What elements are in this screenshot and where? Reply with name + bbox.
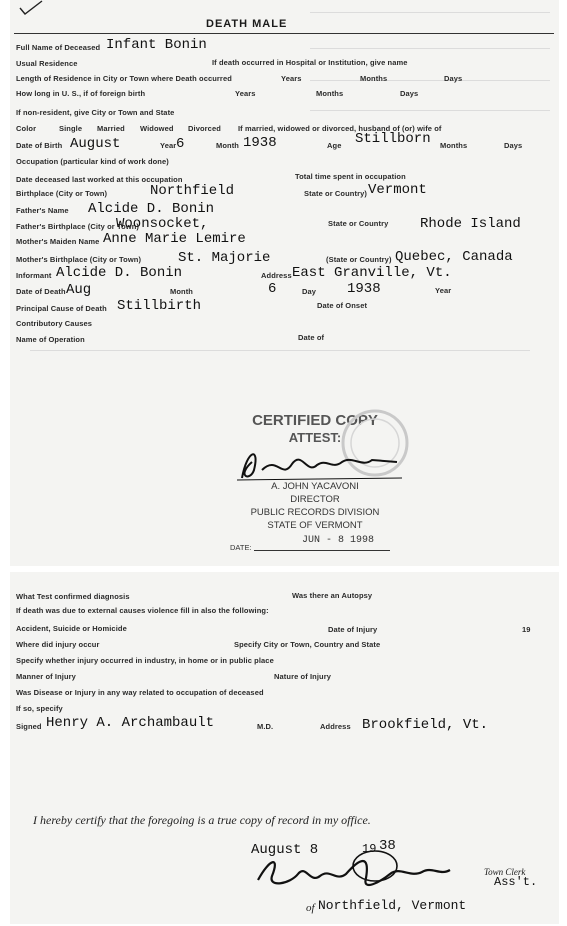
years-label-2: Years [235, 89, 256, 98]
cert-year-suffix: 38 [379, 838, 396, 854]
disease-related-label: Was Disease or Injury in any way related to occupation of deceased [16, 688, 264, 697]
dob-year: 1938 [243, 135, 277, 151]
year-label: Year [160, 141, 177, 150]
form-title: DEATH MALE [206, 18, 288, 30]
spouse-label: If married, widowed or divorced, husband of (or) wife of [238, 124, 442, 133]
specify-industry-label: Specify whether injury occurred in industry, in home or in public place [16, 656, 274, 665]
cert-year-prefix: 19 [362, 842, 377, 856]
state-country-paren-label: (State or Country) [326, 255, 392, 264]
of-label: of [306, 902, 315, 914]
father-state-value: Rhode Island [420, 216, 521, 232]
mother-birthplace-value: St. Majorie [178, 250, 271, 266]
where-injury-label: Where did injury occur [16, 640, 100, 649]
stamp-date-line [254, 550, 390, 551]
age-label: Age [327, 141, 342, 150]
mother-maiden-label: Mother's Maiden Name [16, 237, 100, 246]
father-name-value: Alcide D. Bonin [88, 201, 215, 217]
age-months-label: Months [440, 141, 468, 150]
physician-name: Henry A. Archambault [46, 715, 215, 731]
length-residence-label: Length of Residence in City or Town where Death occurred [16, 74, 232, 83]
married-label: Married [97, 124, 125, 133]
death-record-bottom [10, 572, 559, 924]
age-value: Stillborn [355, 131, 431, 147]
birthplace-value: Northfield [150, 183, 235, 199]
specify-city-label: Specify City or Town, Country and State [234, 640, 381, 649]
town-clerk-label: Town Clerk [484, 867, 526, 877]
manner-label: Manner of Injury [16, 672, 76, 681]
stamp-date-value: JUN - 8 1998 [302, 535, 375, 546]
mother-maiden-value: Anne Marie Lemire [103, 231, 246, 247]
certified-copy-heading: CERTIFIED COPY [252, 412, 378, 429]
asst-label: Ass't. [494, 875, 538, 889]
father-name-label: Father's Name [16, 206, 69, 215]
death-day-value: 6 [268, 281, 277, 297]
father-birthplace-label: Father's Birthplace (City or Town) [16, 222, 139, 231]
contributory-label: Contributory Causes [16, 319, 93, 328]
total-time-label: Total time spent in occupation [295, 172, 406, 181]
accident-label: Accident, Suicide or Homicide [16, 624, 127, 633]
full-name-value: Infant Bonin [106, 37, 207, 53]
state-country-label: State or Country) [304, 189, 367, 198]
death-day-label: Day [302, 287, 317, 296]
town-value: Northfield, Vermont [318, 898, 467, 913]
death-month-value: Aug [66, 282, 92, 298]
father-birthplace-value: Woonsocket, [116, 216, 209, 232]
months-label: Months [360, 74, 388, 83]
records-division: PUBLIC RECORDS DIVISION [250, 507, 380, 518]
death-record-top [10, 0, 559, 566]
divorced-label: Divorced [188, 124, 221, 133]
test-label: What Test confirmed diagnosis [16, 592, 130, 601]
death-year-value: 1938 [347, 281, 381, 297]
months-label-2: Months [316, 89, 344, 98]
nature-label: Nature of Injury [274, 672, 332, 681]
state-of-vermont: STATE OF VERMONT [267, 520, 363, 531]
dob-day: 6 [176, 136, 185, 152]
mother-birthplace-label: Mother's Birthplace (City or Town) [16, 255, 142, 264]
title-divider [14, 33, 554, 34]
attest-label: ATTEST: [288, 430, 342, 445]
check-mark-icon [18, 0, 48, 18]
informant-address-label: Address [261, 271, 292, 280]
birth-state-value: Vermont [368, 182, 427, 198]
clerk-signature-icon [250, 848, 485, 896]
hospital-label: If death occurred in Hospital or Institution, give name [212, 58, 408, 67]
state-or-country-label: State or Country [328, 219, 389, 228]
month-label: Month [216, 141, 239, 150]
year-prefix-19: 19 [522, 625, 531, 634]
informant-label: Informant [16, 271, 52, 280]
stamp-date-label: DATE: [230, 543, 252, 552]
mother-state-value: Quebec, Canada [395, 249, 513, 265]
usual-residence-label: Usual Residence [16, 59, 78, 68]
signed-label: Signed [16, 722, 42, 731]
cert-date: August 8 [251, 842, 319, 858]
date-of-onset-label: Date of Onset [317, 301, 368, 310]
full-name-label: Full Name of Deceased [16, 43, 101, 52]
autopsy-label: Was there an Autopsy [292, 591, 373, 600]
external-label: If death was due to external causes violence fill in also the following: [16, 606, 269, 615]
director-role: DIRECTOR [290, 494, 340, 505]
days-label-2: Days [400, 89, 419, 98]
principal-cause-label: Principal Cause of Death [16, 304, 107, 313]
date-of-death-label: Date of Death [16, 287, 66, 296]
if-so-label: If so, specify [16, 704, 63, 713]
last-worked-label: Date deceased last worked at this occupation [16, 175, 183, 184]
birthplace-label: Birthplace (City or Town) [16, 189, 108, 198]
operation-label: Name of Operation [16, 335, 85, 344]
dob-month: August [70, 136, 121, 152]
informant-address-value: East Granville, Vt. [292, 265, 452, 281]
physician-address-value: Brookfield, Vt. [362, 717, 489, 733]
occupation-label: Occupation (particular kind of work done) [16, 157, 169, 166]
how-long-label: How long in U. S., if of foreign birth [16, 89, 146, 98]
death-year-label: Year [435, 286, 452, 295]
days-label: Days [444, 74, 463, 83]
md-label: M.D. [257, 722, 274, 731]
director-name: A. JOHN YACAVONI [271, 481, 359, 492]
physician-address-label: Address [320, 722, 351, 731]
certify-statement: I hereby certify that the foregoing is a true copy of record in my office. [33, 813, 371, 827]
date-of-label: Date of [298, 333, 325, 342]
director-signature-icon [222, 440, 412, 485]
widowed-label: Widowed [140, 124, 174, 133]
principal-cause-value: Stillbirth [117, 298, 202, 314]
death-month-label: Month [170, 287, 193, 296]
nonresident-label: If non-resident, give City or Town and State [16, 108, 175, 117]
age-days-label: Days [504, 141, 523, 150]
years-label: Years [281, 74, 302, 83]
informant-value: Alcide D. Bonin [56, 265, 183, 281]
single-label: Single [59, 124, 83, 133]
dob-label: Date of Birth [16, 141, 63, 150]
date-injury-label: Date of Injury [328, 625, 378, 634]
color-label: Color [16, 124, 37, 133]
